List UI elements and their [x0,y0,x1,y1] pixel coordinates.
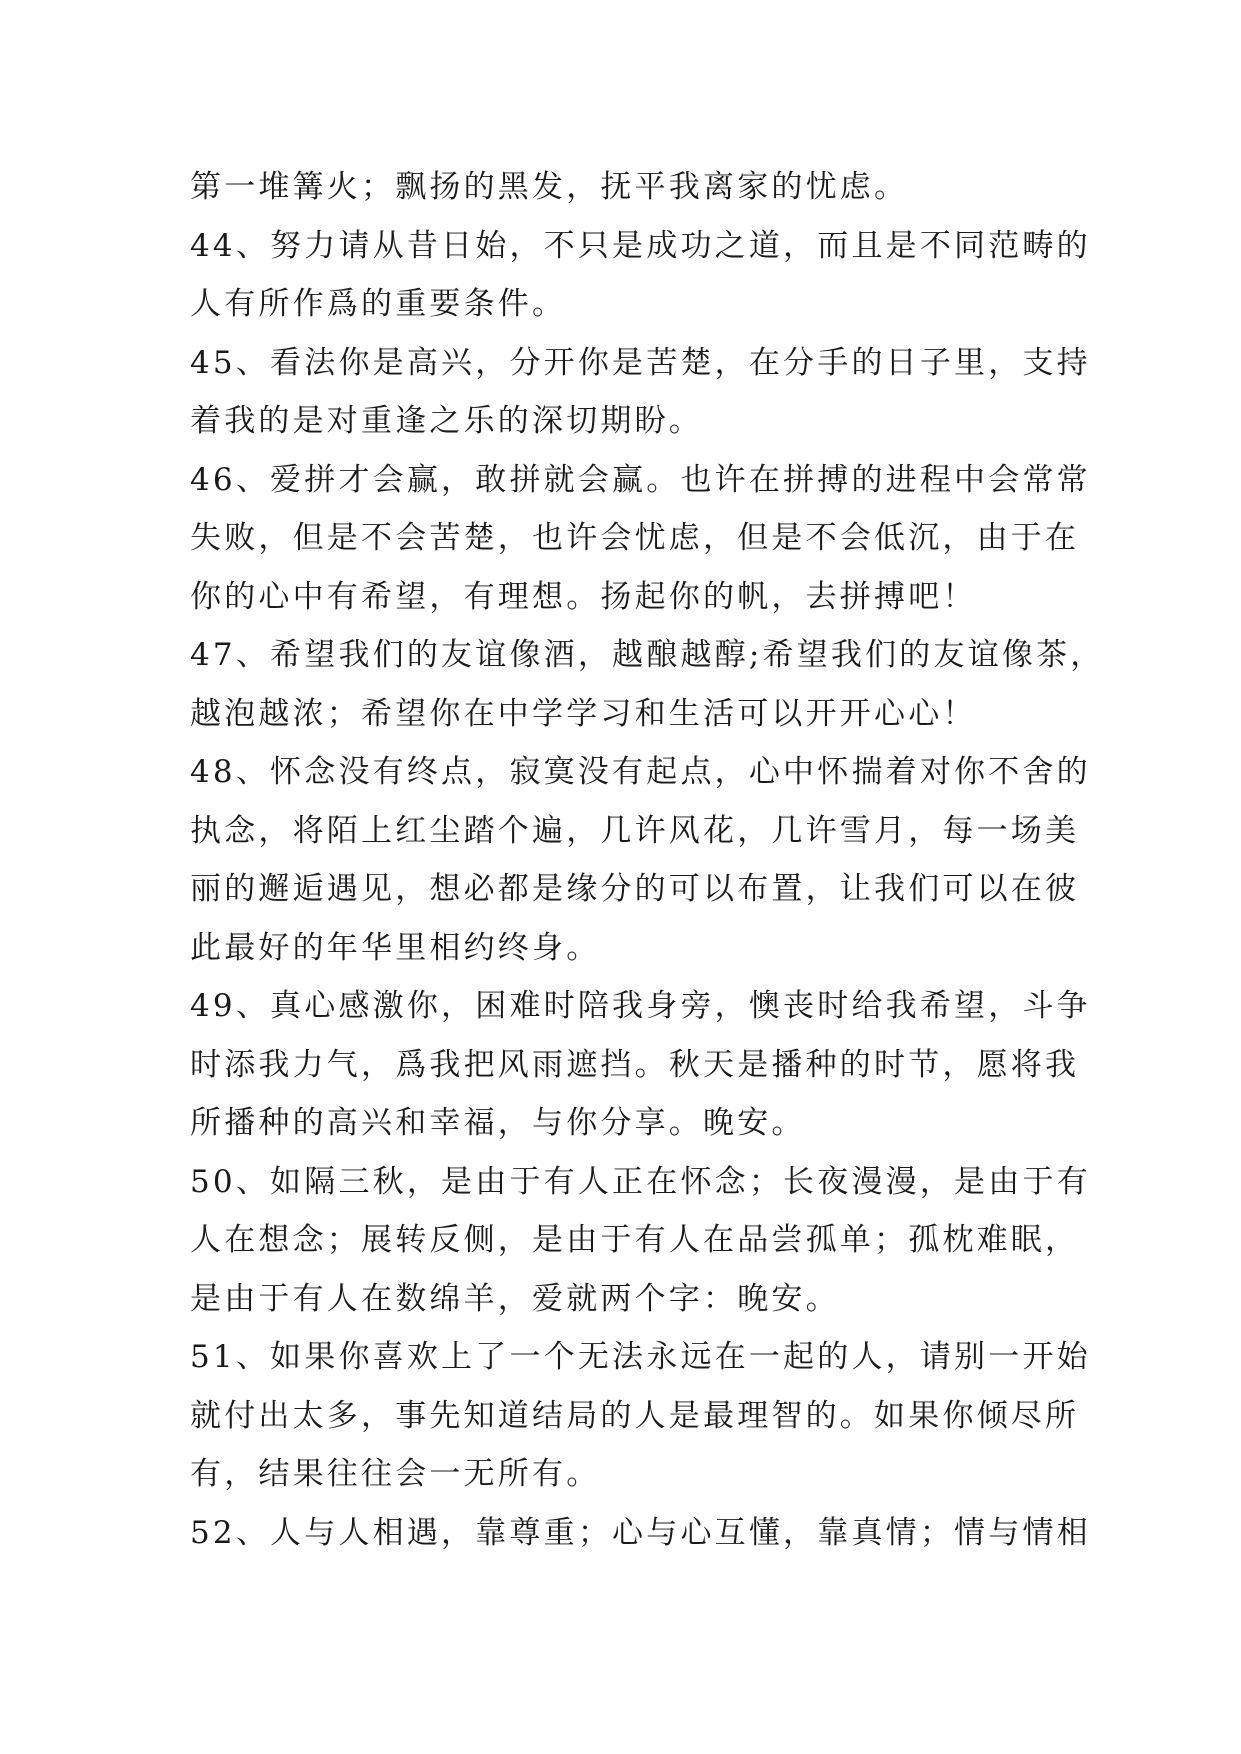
text-line: 所播种的高兴和幸福，与你分享。晚安。 [190,1105,806,1141]
text-line: 时添我力气，爲我把风雨遮挡。秋天是播种的时节，愿将我 [190,1046,1080,1083]
text-line: 第一堆篝火；飘扬的黑发，抚平我离家的忧虑。 [190,169,909,205]
text-line: 着我的是对重逢之乐的深切期盼。 [190,403,703,439]
text-line: 就付出太多，事先知道结局的人是最理智的。如果你倾尽所 [190,1397,1080,1434]
text-line: 48、怀念没有终点，寂寞没有起点，心中怀揣着对你不舍的 [190,754,1091,790]
text-line: 50、如隔三秋，是由于有人正在怀念；长夜漫漫，是由于有 [190,1163,1091,1200]
text-line: 失败，但是不会苦楚，也许会忧虑，但是不会低沉，由于在 [190,520,1080,556]
text-line: 是由于有人在数绵羊，爱就两个字：晚安。 [190,1280,840,1317]
text-line: 此最好的年华里相约终身。 [190,929,601,966]
text-line: 51、如果你喜欢上了一个无法永远在一起的人，请别一开始 [190,1339,1091,1375]
text-line: 44、努力请从昔日始，不只是成功之道，而且是不同范畴的 [190,227,1091,264]
text-line: 45、看法你是高兴，分开你是苦楚，在分手的日子里，支持 [190,344,1091,381]
text-line: 你的心中有希望，有理想。扬起你的帆，去拼搏吧！ [190,578,977,615]
text-line: 52、人与人相遇，靠尊重；心与心互懂，靠真情；情与情相 [190,1514,1091,1551]
text-line: 47、希望我们的友谊像酒，越酿越醇;希望我们的友谊像茶， [190,637,1105,673]
text-line: 有，结果往往会一无所有。 [190,1456,601,1492]
text-line: 执念，将陌上红尘踏个遍，几许风花，几许雪月，每一场美 [190,812,1080,849]
text-line: 越泡越浓；希望你在中学学习和生活可以开开心心！ [190,695,977,732]
text-line: 丽的邂逅遇见，想必都是缘分的可以布置，让我们可以在彼 [190,871,1080,907]
text-line: 46、爱拼才会赢，敢拼就会赢。也许在拼搏的进程中会常常 [190,461,1091,498]
body-text [190,158,1105,1562]
text-line: 人有所作爲的重要条件。 [190,286,567,322]
text-line: 人在想念；展转反侧，是由于有人在品尝孤单；孤枕难眠， [190,1222,1080,1258]
text-line: 49、真心感激你，困难时陪我身旁，懊丧时给我希望，斗争 [190,988,1091,1024]
